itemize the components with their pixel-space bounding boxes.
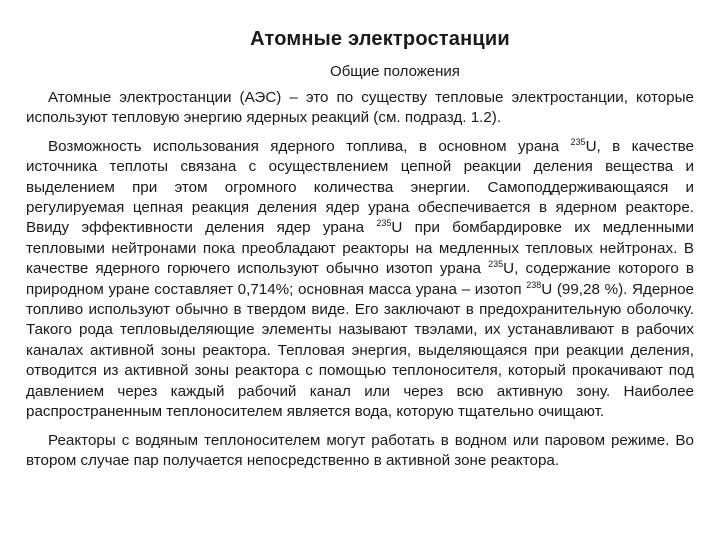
isotope-mass-number: 238 (526, 279, 542, 290)
paragraph-nuclear-fuel (26, 137, 694, 423)
isotope-mass-number: 235 (488, 259, 504, 270)
isotope-mass-number: 235 (376, 218, 392, 229)
paragraph-text: U (99,28 %). Ядерное топливо используют обычно в твердом виде. Его заключают в предохранительную оболочку. Такого рода тепловыделяющие элементы называют твэлами, их устанавливают в рабочих каналах активной зоны реактора. Тепловая энергия, выделяющаяся при реакции деления, отводится из активной зоны реактора с помощью теплоносителя, который прокачивают под давлением через каждый рабочий канал или через всю активную зону. Наиболее распространенным теплоносителем является вода, которую тщательно очищают. (26, 280, 694, 421)
page-title: Атомные электростанции (250, 28, 510, 50)
paragraph-intro: Атомные электростанции (АЭС) – это по существу тепловые электростанции, которые используют тепловую энергию ядерных реакций (см. подразд. 1.2). (26, 89, 694, 127)
paragraph-text: U, содержание которого в природном уране составляет 0,714%; основная масса урана – изотоп (26, 260, 694, 298)
section-subtitle: Общие положения (330, 63, 460, 80)
paragraph-text: Возможность использования ядерного топлива, в основном урана (48, 137, 571, 155)
paragraph-text: U при бомбардировке их медленными тепловыми нейтронами пока преобладают реакторы на медленных тепловых нейтронах. В качестве ядерного горючего используют обычно изотоп урана (26, 219, 695, 278)
document-page (26, 28, 694, 479)
isotope-mass-number: 235 (570, 136, 586, 147)
paragraph-text: U, в качестве источника теплоты связана с осуществлением цепной реакции деления вещества и выделением при этом огромного количества энергии. Самоподдерживающаяся и регулируемая цепная реакция деления ядер урана обеспечивается в ядерном реакторе. Ввиду эффективности деления ядер урана (26, 137, 694, 237)
paragraph-reactors: Реакторы с водяным теплоносителем могут работать в водном или паровом режиме. Во втором случае пар получается непосредственно в активной зоне реактора. (26, 431, 694, 469)
